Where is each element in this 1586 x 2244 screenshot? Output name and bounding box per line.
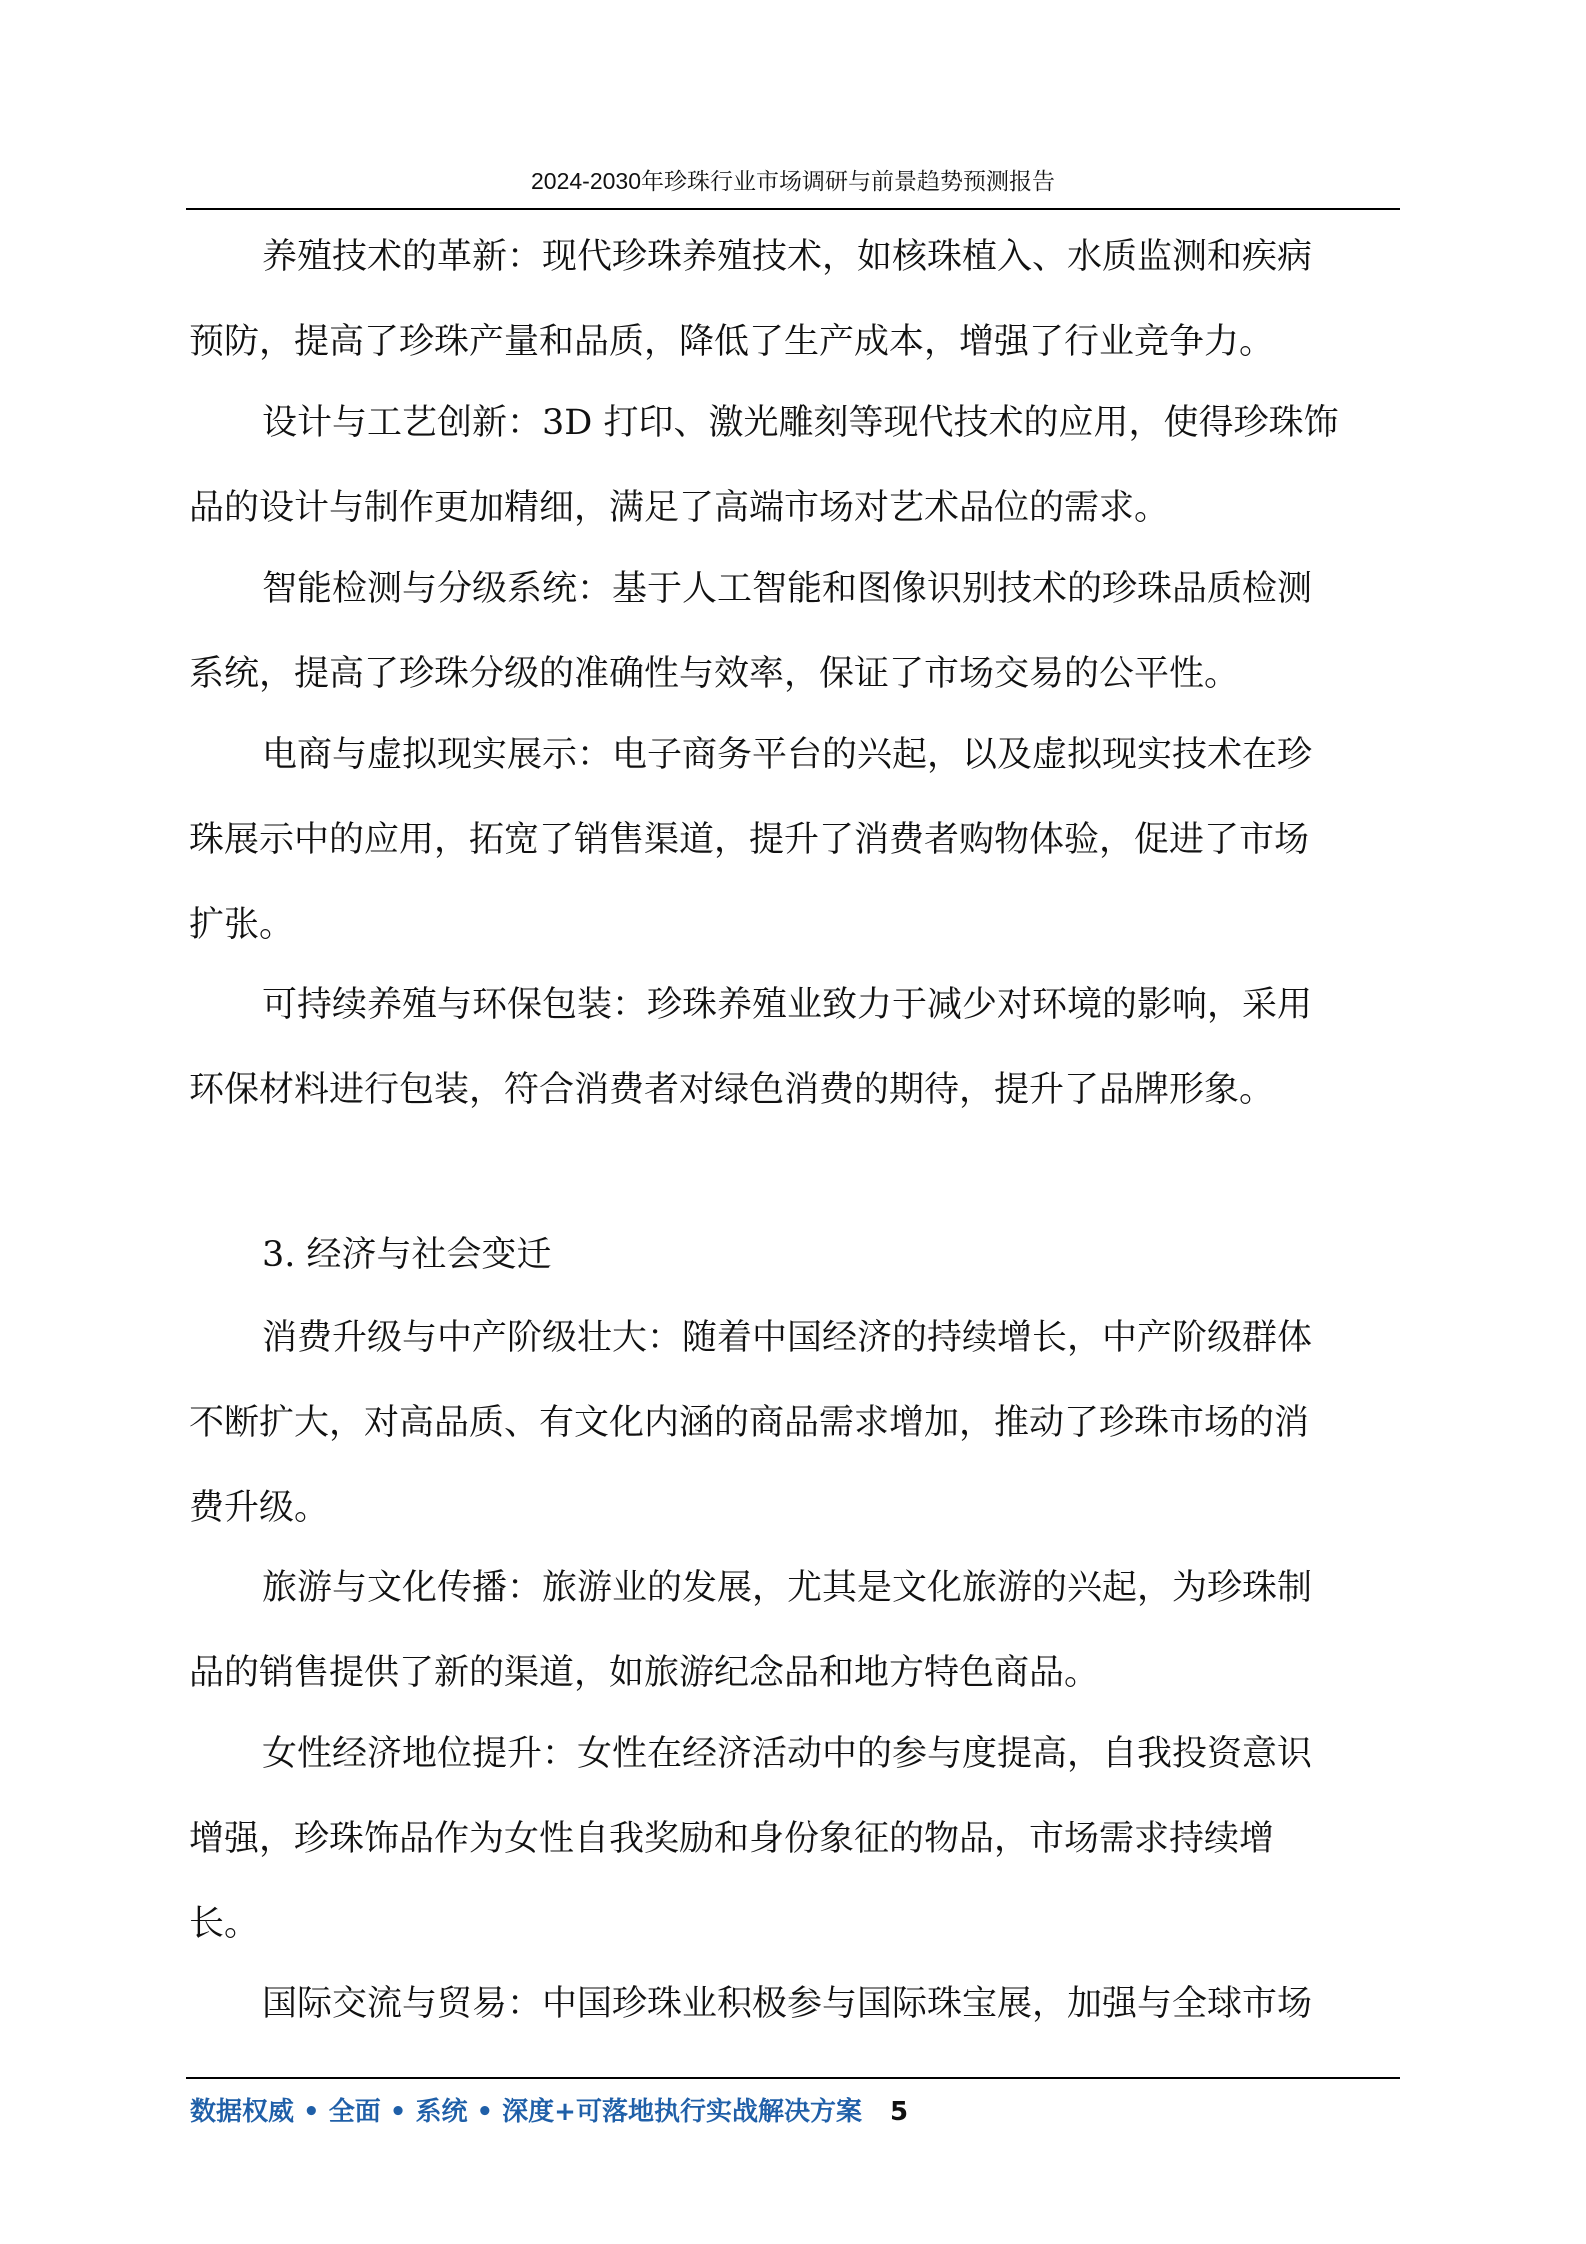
paragraph-line: 消费升级与中产阶级壮大：随着中国经济的持续增长，中产阶级群体 [262, 1318, 1313, 1358]
paragraph [189, 963, 1399, 1133]
footer-slogan: 数据权威 • 全面 • 系统 • 深度+可落地执行实战解决方案 [190, 2097, 862, 2127]
paragraph-line: 电商与虚拟现实展示：电子商务平台的兴起，以及虚拟现实技术在珍 [262, 735, 1313, 775]
paragraph-line: 设计与工艺创新：3D 打印、激光雕刻等现代技术的应用，使得珍珠饰 [262, 403, 1339, 443]
header-divider [186, 208, 1400, 210]
paragraph-line: 女性经济地位提升：女性在经济活动中的参与度提高，自我投资意识 [262, 1734, 1313, 1774]
page-header-title: 2024-2030年珍珠行业市场调研与前景趋势预测报告 [531, 168, 1055, 194]
paragraph [189, 547, 1399, 717]
paragraph-line: 不断扩大，对高品质、有文化内涵的商品需求增加，推动了珍珠市场的消 [189, 1403, 1310, 1443]
paragraph-line: 智能检测与分级系统：基于人工智能和图像识别技术的珍珠品质检测 [262, 569, 1313, 609]
paragraph-line: 长。 [189, 1904, 260, 1944]
paragraph-line: 品的设计与制作更加精细，满足了高端市场对艺术品位的需求。 [189, 488, 1170, 528]
paragraph [189, 381, 1399, 551]
paragraph-line: 珠展示中的应用，拓宽了销售渠道，提升了消费者购物体验，促进了市场 [189, 820, 1310, 860]
section-heading: 3. 经济与社会变迁 [262, 1235, 552, 1275]
paragraph [189, 1712, 1399, 1967]
paragraph-line: 可持续养殖与环保包装：珍珠养殖业致力于减少对环境的影响，采用 [262, 985, 1313, 1025]
paragraph-line: 费升级。 [189, 1488, 330, 1528]
paragraph-line: 环保材料进行包装，符合消费者对绿色消费的期待，提升了品牌形象。 [189, 1070, 1275, 1110]
paragraph-line: 扩张。 [189, 905, 295, 945]
paragraph-line: 系统，提高了珍珠分级的准确性与效率，保证了市场交易的公平性。 [189, 654, 1240, 694]
paragraph [189, 1296, 1399, 1551]
paragraph [189, 1962, 1399, 2047]
paragraph-line: 旅游与文化传播：旅游业的发展，尤其是文化旅游的兴起，为珍珠制 [262, 1568, 1313, 1608]
paragraph-line: 增强，珍珠饰品作为女性自我奖励和身份象征的物品，市场需求持续增 [189, 1819, 1275, 1859]
paragraph-line: 养殖技术的革新：现代珍珠养殖技术，如核珠植入、水质监测和疾病 [262, 237, 1313, 277]
footer-divider [186, 2077, 1400, 2079]
paragraph-line: 品的销售提供了新的渠道，如旅游纪念品和地方特色商品。 [189, 1653, 1100, 1693]
paragraph-line: 预防，提高了珍珠产量和品质，降低了生产成本，增强了行业竞争力。 [189, 322, 1275, 362]
paragraph-line: 国际交流与贸易：中国珍珠业积极参与国际珠宝展，加强与全球市场 [262, 1984, 1313, 2024]
page-number: 5 [890, 2097, 909, 2127]
paragraph [189, 1546, 1399, 1716]
paragraph [189, 215, 1399, 385]
paragraph [189, 713, 1399, 968]
